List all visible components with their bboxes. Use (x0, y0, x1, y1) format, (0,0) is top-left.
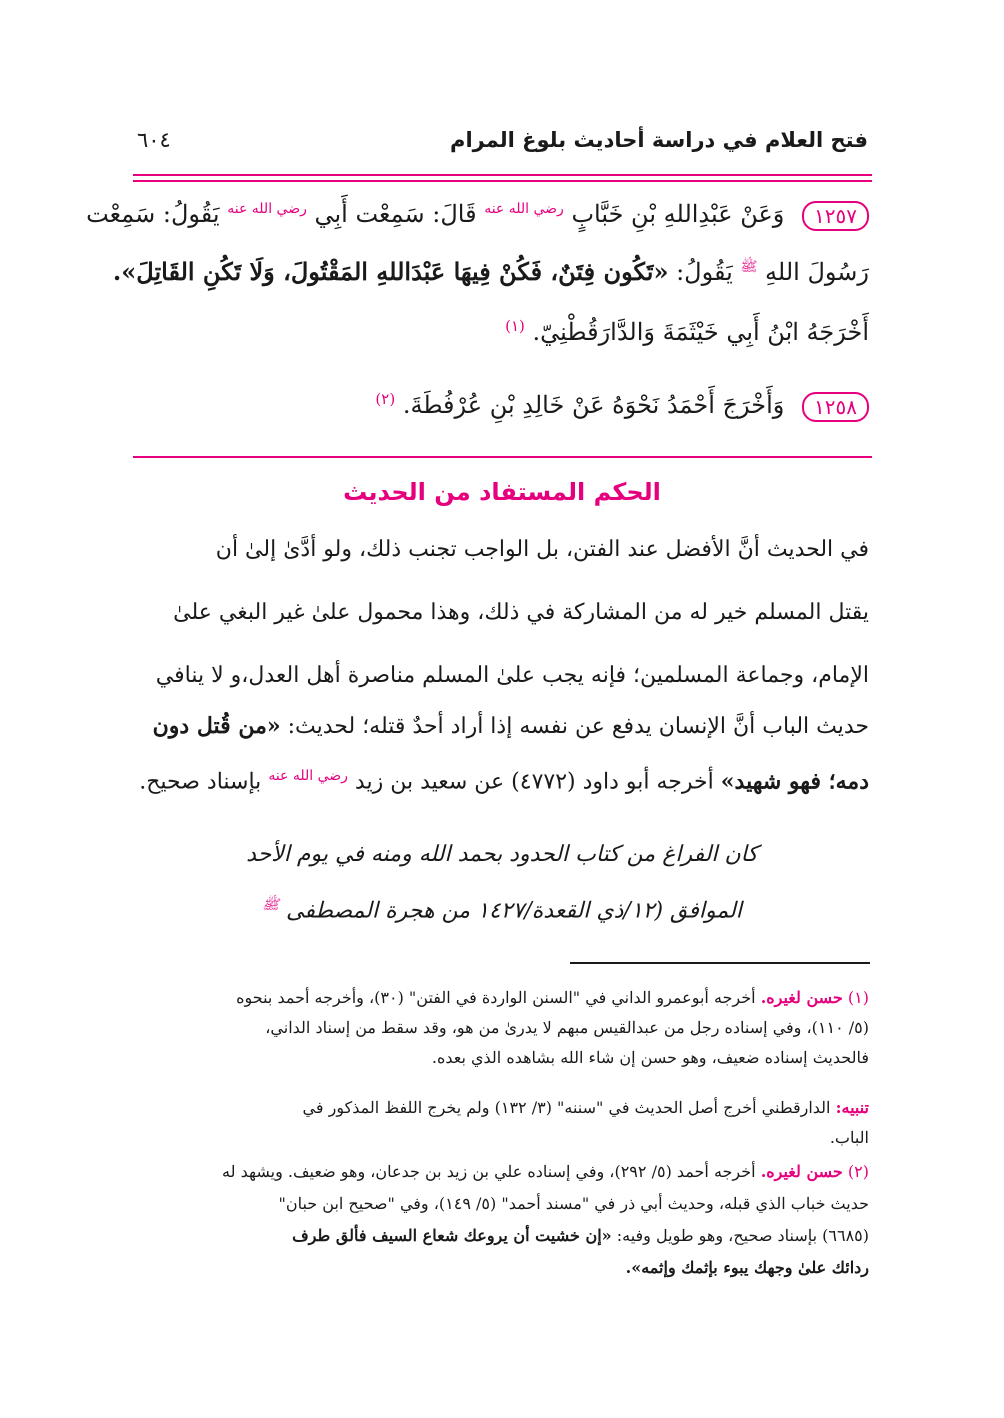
footnote-ref-2: (٢) (375, 390, 396, 408)
footnote-label: (١) (847, 988, 869, 1007)
hadith-text: يَقُولُ: سَمِعْت (86, 200, 220, 228)
footnote-2-line-2: حديث خباب الذي قبله، وحديث أبي ذر في "مسند أحمد" (٥/ ١٤٩)، وفي "صحيح ابن حبان" (278, 1194, 869, 1213)
footnote-label: (٢) (847, 1162, 869, 1181)
hadith-text: يَقُولُ: (676, 258, 733, 286)
hadith-text: وَأَخْرَجَ أَحْمَدُ نَحْوَهُ عَنْ خَالِدِ بْنِ عُرْفُطَةَ. (402, 391, 785, 419)
body-line-4 (131, 706, 869, 746)
body-text: بإسناد صحيح. (139, 769, 262, 795)
hadith-number-badge: ١٢٥٨ (802, 392, 869, 422)
colophon-line-2 (0, 896, 1004, 923)
page-number: ٦٠٤ (137, 128, 171, 152)
hadith-1257-line-3 (135, 309, 869, 347)
note-line-1 (131, 1094, 869, 1122)
hadith-quote: «تَكُون فِتَنٌ، فَكُنْ فِيهَا عَبْدَاللهِ المَقْتُولَ، وَلَا تَكُنِ القَاتِلَ». (112, 257, 669, 286)
body-line-1: في الحديث أنَّ الأفضل عند الفتن، بل الواجب تجنب ذلك، ولو أدَّىٰ إلىٰ أن (215, 537, 869, 562)
hadith-text: رَسُولَ اللهِ (765, 258, 869, 286)
honorific: رضي الله عنه (268, 768, 348, 784)
body-line-5 (131, 756, 869, 796)
body-line-2: يقتل المسلم خير له من المشاركة في ذلك، وهذا محمول علىٰ غير البغي علىٰ (173, 600, 869, 625)
footnote-grade: حسن لغيره. (760, 988, 843, 1007)
hadith-1257-line-2 (112, 250, 869, 288)
hadith-quote: دمه؛ فهو شهيد» (720, 768, 869, 795)
body-line-3: الإمام، وجماعة المسلمين؛ فإنه يجب علىٰ المسلم مناصرة أهل العدل،و لا ينافي (155, 663, 869, 688)
hadith-quote: «من قُتل دون (152, 713, 281, 739)
hadith-1257-line-1 (86, 192, 869, 230)
header-rule-bottom (133, 180, 872, 182)
footnote-text: أخرجه أحمد (٥/ ٢٩٢)، وفي إسناده علي بن زيد بن جدعان، وهو ضعيف. ويشهد له (222, 1162, 756, 1181)
note-text: الدارقطني أخرج أصل الحديث في "سننه" (٣/ ١٣٢) ولم يخرج اللفظ المذكور في (302, 1098, 831, 1117)
note-line-2: الباب. (829, 1128, 869, 1147)
honorific: ﷺ (740, 259, 758, 275)
body-text: أخرجه أبو داود (٤٧٧٢) عن سعيد بن زيد (354, 769, 714, 795)
colophon-line-1: كان الفراغ من كتاب الحدود بحمد الله ومنه في يوم الأحد (246, 842, 758, 867)
footnote-grade: حسن لغيره. (760, 1162, 843, 1181)
colophon-text: الموافق (١٢/ذي القعدة/١٤٢٧ من هجرة المصطفى (285, 898, 742, 924)
honorific: رضي الله عنه (484, 201, 564, 217)
section-title: الحكم المستفاد من الحديث (343, 478, 661, 506)
footnote-1-line-2: (٥/ ١١٠)، وفي إسناده رجل من عبدالقيس مبهم لا يدرىٰ من هو، وقد سقط من إسناد الداني، (265, 1018, 869, 1037)
hadith-quote: ردائك علىٰ وجهك يبوء بإثمك وإثمه». (625, 1258, 869, 1277)
header-rule-top (133, 174, 872, 176)
footnote-separator (570, 962, 870, 964)
hadith-text: قَالَ: سَمِعْت أَبِي (314, 200, 477, 228)
footnote-ref-1: (١) (505, 317, 525, 335)
hadith-source: أَخْرَجَهُ ابْنُ أَبِي خَيْثَمَةَ وَالدَّارَقُطْنِيّ. (532, 318, 869, 346)
honorific: رضي الله عنه (227, 201, 307, 217)
footnote-2-line-4 (131, 1254, 869, 1282)
note-label: تنبيه: (835, 1098, 869, 1117)
footnote-1-line-3: فالحديث إسناده ضعيف، وهو حسن إن شاء الله بشاهده الذي بعده. (431, 1048, 869, 1067)
footnote-2-line-1 (131, 1158, 869, 1186)
honorific: ﷺ (262, 897, 279, 913)
hadith-quote: «إن خشيت أن يروعك شعاع السيف فألق طرف (292, 1226, 612, 1245)
section-divider (133, 456, 872, 458)
hadith-1258-line (135, 382, 869, 420)
footnote-2-line-3 (131, 1222, 869, 1250)
footnote-text: أخرجه أبوعمرو الداني في "السنن الواردة في الفتن" (٣٠)، وأخرجه أحمد بنحوه (236, 988, 756, 1007)
footnote-text: (٦٦٨٥) بإسناد صحيح، وهو طويل وفيه: (616, 1226, 869, 1245)
running-header-title: فتح العلام في دراسة أحاديث بلوغ المرام (450, 128, 868, 152)
footnote-1-line-1 (131, 984, 869, 1012)
hadith-number-badge: ١٢٥٧ (802, 201, 869, 231)
body-text: حديث الباب أنَّ الإنسان يدفع عن نفسه إذا أراد أحدٌ قتله؛ لحديث: (287, 714, 869, 739)
hadith-text: وَعَنْ عَبْدِاللهِ بْنِ خَبَّابٍ (571, 200, 785, 228)
